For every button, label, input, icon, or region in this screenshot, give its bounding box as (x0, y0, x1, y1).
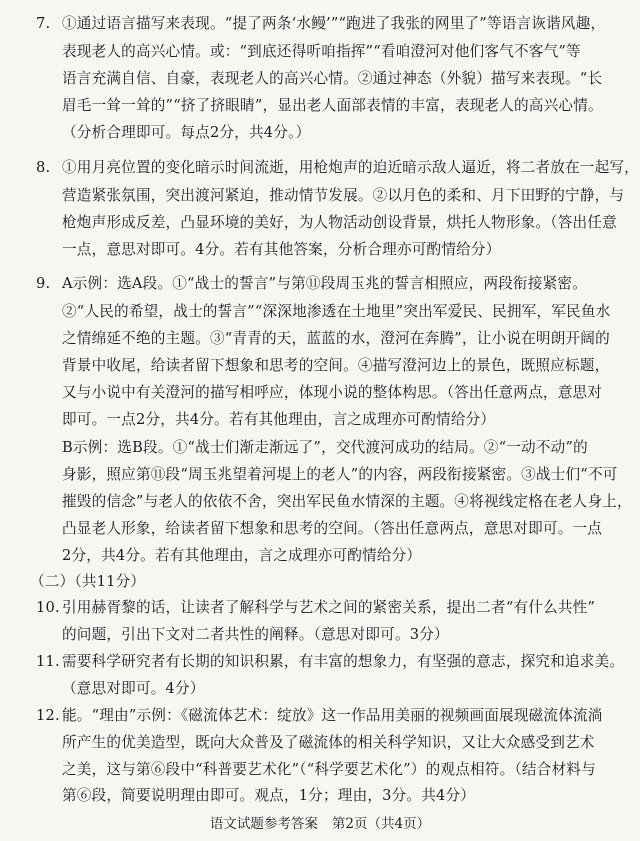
answer-line: （意思对即可。4分） (62, 680, 205, 697)
answer-line: 之美，这与第⑥段中“科普要艺术化”（“科学要艺术化”）的观点相符。（结合材料与 (62, 761, 596, 778)
answer-line: 眉毛一耸一耸的”“挤了挤眼睛”，显出老人面部表情的丰富，表现老人的高兴心情。 (62, 97, 603, 114)
answer-line: 能。“理由”示例：《磁流体艺术：绽放》这一作品用美丽的视频画面展现磁流体流淌 (62, 707, 603, 724)
answer-line: 营造紧张氛围，突出渡河紧迫，推动情节发展。②以月色的柔和、月下田野的宁静，与 (62, 187, 625, 204)
answer-line: 引用赫胥黎的话，让读者了解科学与艺术之间的紧密关系，提出二者“有什么共性” (62, 599, 596, 616)
answer-line: 凸显老人形象，给读者留下想象和思考的空间。（答出任意两点，意思对即可。一点 (62, 520, 603, 537)
question-number: 7. (36, 15, 51, 32)
answer-line: 语言充满自信、自豪，表现老人的高兴心情。②通过神态（外貌）描写来表现。“长 (62, 70, 603, 87)
answer-line: 第⑥段，简要说明理由即可。观点，1分；理由，3分。共4分） (62, 787, 476, 804)
answer-line: 摧毁的信念”与老人的依依不舍，突出军民鱼水情深的主题。④将视线定格在老人身上， (62, 493, 632, 510)
answer-line: 又与小说中有关澄河的描写相呼应，体现小说的整体构思。（答出任意两点，意思对 (62, 384, 603, 401)
answer-line: ②“人民的希望，战士的誓言”“深深地渗透在土地里”突出军爱民、民拥军，军民鱼水 (62, 303, 611, 320)
answer-line: 所产生的优美造型，既向大众普及了磁流体的相关科学知识，又让大众感受到艺术 (62, 734, 595, 751)
answer-line: 之情绵延不绝的主题。③“青青的天，蓝蓝的水，澄河在奔腾”，让小说在明朗开阔的 (62, 330, 610, 347)
answer-line: ①通过语言描写来表现。“提了两条‘水鳗’”“跑进了我张的网里了”等语言诙谐风趣， (62, 15, 606, 32)
section-heading: （二）（共11分） (30, 573, 146, 590)
question-number: 12. (36, 707, 60, 724)
answer-line: B示例：选B段。①“战士们渐走渐远了”，交代渡河成功的结局。②“一动不动”的 (62, 439, 588, 456)
answer-line: 背景中收尾，给读者留下想象和思考的空间。④描写澄河边上的景色，既照应标题， (62, 357, 610, 374)
answer-line: 表现老人的高兴心情。或：“到底还得听咱指挥”“看咱澄河对他们客气不客气”等 (62, 43, 581, 60)
answer-line: 枪炮声形成反差，凸显环境的美好，为人物活动创设背景，烘托人物形象。（答出任意 (62, 214, 617, 231)
answer-line: 需要科学研究者有长期的知识积累，有丰富的想象力，有坚强的意志，探究和追求美。 (62, 653, 625, 670)
answer-line: 2分，共4分。若有其他理由，言之成理亦可酌情给分） (62, 547, 422, 564)
answer-line: ①用月亮位置的变化暗示时间流逝，用枪炮声的迫近暗示敌人逼近，将二者放在一起写， (62, 159, 639, 176)
answer-line: （分析合理即可。每点2分，共4分。） (62, 124, 311, 141)
answer-line: 一点，意思对即可。4分。若有其他答案，分析合理亦可酌情给分） (62, 241, 501, 258)
answer-line: 身影，照应第⑪段“周玉兆望着河堤上的老人”的内容，两段衔接紧密。③战士们“不可 (62, 466, 618, 483)
question-number: 11. (36, 653, 60, 670)
answer-line: 即可。一点2分，共4分。若有其他理由，言之成理亦可酌情给分） (62, 411, 496, 428)
answer-line: A示例：选A段。①“战士的誓言”与第⑪段周玉兆的誓言相照应，两段衔接紧密。 (62, 275, 587, 292)
answer-line: 的问题，引出下文对二者共性的阐释。（意思对即可。3分） (62, 626, 449, 643)
question-number: 10. (36, 599, 60, 616)
footer-page-number: 第2页（共4页） (331, 816, 431, 832)
footer-title: 语文试题参考答案 (209, 816, 318, 832)
question-number: 8. (36, 159, 51, 176)
question-number: 9. (36, 275, 51, 292)
page-footer (0, 812, 640, 832)
